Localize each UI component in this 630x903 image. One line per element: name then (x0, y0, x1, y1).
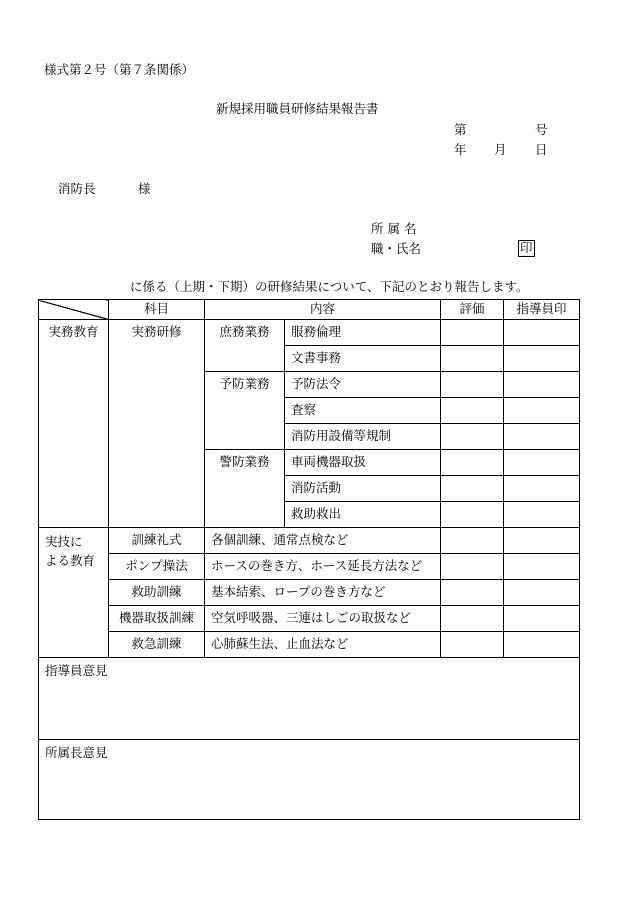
skills-content: 空気呼吸器、三連はしごの取扱など (205, 606, 441, 632)
date-year: 年 (454, 142, 467, 157)
item-firefighting: 消防活動 (285, 476, 441, 502)
rating-cell[interactable] (441, 528, 504, 554)
group-prevention: 予防業務 (205, 372, 285, 450)
table-row (39, 606, 580, 632)
rating-cell[interactable] (441, 346, 504, 372)
addressee-name: 消防長 (58, 181, 96, 196)
instructor-opinion-row (39, 658, 580, 740)
category-skills-line2: よる教育 (45, 553, 96, 569)
seal-cell[interactable] (504, 424, 580, 450)
rating-cell[interactable] (441, 580, 504, 606)
header-content: 内容 (205, 300, 441, 320)
item-fire-equipment-regulation: 消防用設備等規制 (285, 424, 441, 450)
seal-cell[interactable] (504, 528, 580, 554)
date-month: 月 (494, 142, 507, 157)
seal-cell[interactable] (504, 450, 580, 476)
seal-mark: 印 (520, 240, 533, 255)
skills-subject: 救急訓練 (109, 632, 205, 658)
table-row (39, 632, 580, 658)
form-number: 様式第２号（第７条関係） (44, 62, 195, 77)
group-fire-defense: 警防業務 (205, 450, 285, 528)
table-row (39, 580, 580, 606)
instructor-opinion-label: 指導員意見 (45, 663, 108, 678)
name-label: 職・氏名 (371, 241, 422, 256)
rating-cell[interactable] (441, 606, 504, 632)
diagonal-header-cell (39, 300, 109, 320)
doc-number-dai: 第 (454, 122, 467, 137)
rating-cell[interactable] (441, 398, 504, 424)
doc-number-go: 号 (535, 122, 548, 137)
seal-cell[interactable] (504, 606, 580, 632)
skills-subject: 訓練礼式 (109, 528, 205, 554)
seal-cell[interactable] (504, 632, 580, 658)
skills-subject: 機器取扱訓練 (109, 606, 205, 632)
category-skills (39, 528, 109, 658)
item-vehicle-equipment: 車両機器取扱 (285, 450, 441, 476)
rating-cell[interactable] (441, 632, 504, 658)
category-practical: 実務教育 (39, 320, 109, 528)
rating-cell[interactable] (441, 554, 504, 580)
seal-cell[interactable] (504, 372, 580, 398)
intro-text: に係る（上期・下期）の研修結果について、下記のとおり報告します。 (130, 279, 529, 294)
seal-cell[interactable] (504, 476, 580, 502)
header-subject: 科目 (109, 300, 205, 320)
training-results-table (38, 299, 580, 820)
rating-cell[interactable] (441, 502, 504, 528)
chief-opinion-label: 所属長意見 (45, 745, 108, 760)
skills-subject: 救助訓練 (109, 580, 205, 606)
document-title: 新規採用職員研修結果報告書 (216, 101, 379, 116)
header-row (39, 300, 580, 320)
addressee-honorific: 様 (138, 181, 151, 196)
rating-cell[interactable] (441, 476, 504, 502)
rating-cell[interactable] (441, 424, 504, 450)
seal-cell[interactable] (504, 346, 580, 372)
chief-opinion-row (39, 740, 580, 820)
group-general-affairs: 庶務業務 (205, 320, 285, 372)
header-rating: 評価 (441, 300, 504, 320)
subject-practical-training: 実務研修 (109, 320, 205, 528)
skills-content: 各個訓練、通常点検など (205, 528, 441, 554)
item-inspection: 査察 (285, 398, 441, 424)
skills-content: ホースの巻き方、ホース延長方法など (205, 554, 441, 580)
seal-cell[interactable] (504, 502, 580, 528)
item-document-affairs: 文書事務 (285, 346, 441, 372)
instructor-opinion-field[interactable] (39, 658, 580, 740)
seal-cell[interactable] (504, 398, 580, 424)
category-skills-line1: 実技に (45, 534, 83, 549)
chief-opinion-field[interactable] (39, 740, 580, 820)
item-prevention-law: 予防法令 (285, 372, 441, 398)
skills-content: 心肺蘇生法、止血法など (205, 632, 441, 658)
table-row (39, 528, 580, 554)
seal-cell[interactable] (504, 320, 580, 346)
affiliation-label: 所 属 名 (371, 221, 417, 236)
rating-cell[interactable] (441, 372, 504, 398)
table-row (39, 320, 580, 346)
item-service-ethics: 服務倫理 (285, 320, 441, 346)
seal-cell[interactable] (504, 580, 580, 606)
table-row (39, 554, 580, 580)
item-rescue: 救助救出 (285, 502, 441, 528)
skills-content: 基本結索、ロープの巻き方など (205, 580, 441, 606)
skills-subject: ポンプ操法 (109, 554, 205, 580)
rating-cell[interactable] (441, 320, 504, 346)
seal-cell[interactable] (504, 554, 580, 580)
header-instructor-seal: 指導員印 (504, 300, 580, 320)
date-day: 日 (535, 142, 548, 157)
rating-cell[interactable] (441, 450, 504, 476)
